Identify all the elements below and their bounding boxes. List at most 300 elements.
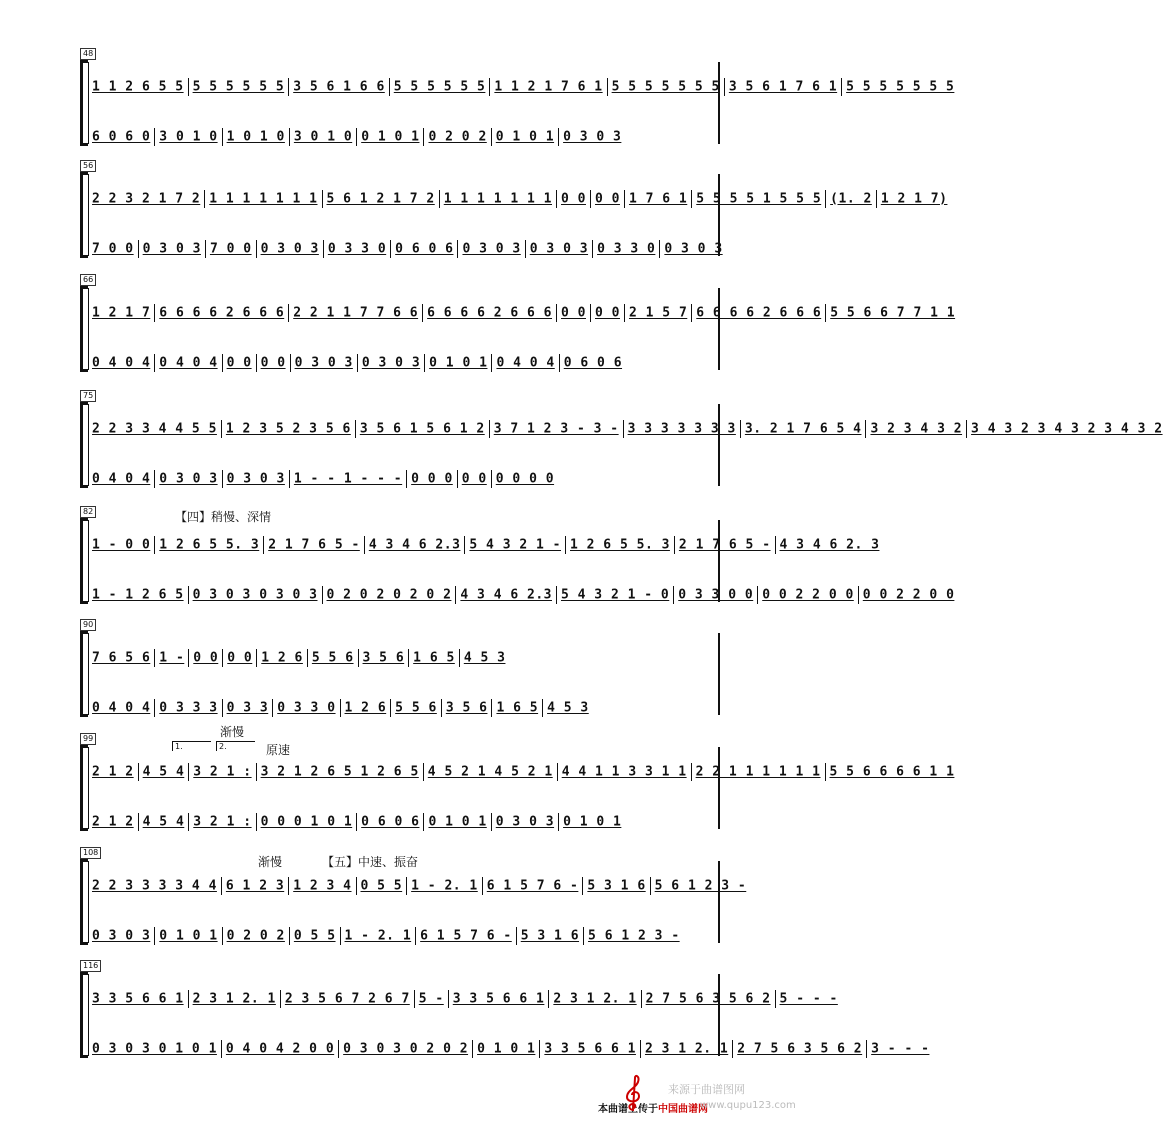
barline [154, 536, 155, 554]
score-system [80, 274, 956, 374]
measure: 0 5 5 [360, 878, 403, 894]
measure: 5 6 1 2 3 - [654, 878, 747, 894]
measure: 7 0 0 [92, 241, 134, 257]
barline [641, 990, 642, 1008]
tempo-marking: 渐慢 [258, 855, 283, 869]
measure: 0 0 [594, 191, 620, 207]
tempo-marking: 【四】稍慢、深情 [175, 510, 272, 524]
measure: 0 0 [561, 305, 586, 321]
measure: 2 2 3 3 3 3 4 4 [92, 878, 217, 894]
barline [356, 128, 357, 146]
barline [188, 586, 189, 604]
score-system [80, 390, 1163, 490]
barline [138, 813, 139, 831]
measure: 0 3 0 3 [495, 814, 555, 830]
staff-lower [92, 128, 720, 146]
barline [556, 190, 557, 208]
barline [624, 190, 625, 208]
barline [455, 586, 456, 604]
treble-clef-logo-icon [624, 1074, 644, 1112]
barline [280, 990, 281, 1008]
measure: 1 2 6 [344, 700, 387, 716]
barline [138, 240, 139, 258]
measure: 0 2 0 2 [226, 928, 285, 944]
measure: 1 2 3 4 [293, 878, 352, 894]
measure: 4 5 3 [463, 650, 506, 666]
measure: 2 2 3 3 4 4 5 5 [92, 421, 217, 437]
measure: 7 6 5 6 [92, 650, 151, 666]
measure: 4 5 4 [142, 764, 185, 780]
measure: 5 6 1 2 1 7 2 [326, 191, 435, 207]
measure: 2 1 7 6 5 - [678, 537, 771, 553]
footer-brand: 中国曲谱网 [658, 1104, 708, 1115]
measure: 5 5 5 5 1 5 5 5 [696, 191, 822, 207]
barline [472, 1040, 473, 1058]
measure: 3 5 6 [445, 700, 488, 716]
measure: 4 3 4 6 2.3 [368, 537, 461, 553]
measure: 4 4 1 1 3 3 1 1 [561, 764, 687, 780]
barline [516, 927, 517, 945]
measure: 0 3 3 3 [159, 700, 218, 716]
barline [307, 649, 308, 667]
measure: 0 6 0 6 [361, 814, 420, 830]
measure: 0 0 [227, 650, 253, 666]
barline [221, 1040, 222, 1058]
measure: 1 - 0 0 [92, 537, 151, 553]
measure: 5 5 6 [395, 700, 437, 716]
measure: 0 3 0 3 [226, 471, 285, 487]
barline [355, 420, 356, 438]
measure: 6 6 6 6 2 6 6 6 [696, 305, 822, 321]
score-system [80, 960, 930, 1060]
measure: 0 3 0 3 [92, 928, 151, 944]
measure: 0 3 0 3 [142, 241, 201, 257]
measure: 0 1 0 1 [159, 928, 218, 944]
measure: 0 1 0 1 [495, 129, 555, 145]
measure: 0 4 0 4 [496, 355, 555, 371]
barline [289, 128, 290, 146]
measure: 1 - 2. 1 [411, 878, 478, 894]
measure: 0 3 0 3 [664, 241, 723, 257]
measure: 3 2 1 2 6 5 1 2 6 5 [260, 764, 419, 780]
barline [290, 354, 291, 372]
barline [489, 78, 490, 96]
barline [775, 536, 776, 554]
measure: 1 2 1 7) [880, 191, 948, 207]
barline [542, 699, 543, 717]
measure: 3 5 6 1 7 6 1 [728, 79, 838, 95]
barline [691, 763, 692, 781]
barline [607, 78, 608, 96]
barline [422, 304, 423, 322]
measure: 2 2 1 1 1 1 1 1 [695, 764, 821, 780]
measure: 0 0 [561, 191, 586, 207]
barline [640, 1040, 641, 1058]
measure: 5 6 1 2 3 - [588, 928, 680, 944]
measure: 6 1 5 7 6 - [420, 928, 512, 944]
measure: 1 - 2. 1 [344, 928, 412, 944]
system-line [88, 747, 89, 829]
measure: 5 5 5 5 5 5 5 [846, 79, 955, 95]
measure: 0 0 [595, 305, 620, 321]
footer-text: 本曲谱上传于 [598, 1104, 658, 1115]
measure: 0 3 3 0 [327, 241, 387, 257]
staff-upper [92, 190, 948, 208]
measure: 1 - [159, 650, 185, 666]
measure: 0 3 0 3 [361, 355, 421, 371]
barline [188, 649, 189, 667]
measure: 6 6 6 6 2 6 6 6 [427, 305, 553, 321]
barline [188, 78, 189, 96]
staff-upper [92, 536, 880, 554]
system-line [88, 861, 89, 943]
barline [724, 78, 725, 96]
measure: 1 6 5 [413, 650, 455, 666]
measure: 0 4 0 4 [92, 700, 151, 716]
measure: 1 1 2 6 5 5 [92, 79, 184, 95]
measure: 0 0 2 2 0 0 [862, 587, 955, 603]
score-system [80, 506, 955, 606]
measure: 4 5 2 1 4 5 2 1 [427, 764, 553, 780]
barline [459, 649, 460, 667]
barline [966, 420, 967, 438]
measure: 2 3 1 2. 1 [553, 991, 637, 1007]
system-line [88, 174, 89, 256]
system-bracket [80, 60, 87, 146]
measure: 0 2 0 2 0 2 0 2 [326, 587, 452, 603]
measure: 0 4 0 4 [92, 355, 151, 371]
barline [272, 699, 273, 717]
barline [491, 128, 492, 146]
barline [548, 990, 549, 1008]
barline [154, 699, 155, 717]
measure-number: 90 [80, 619, 96, 631]
barline [590, 304, 591, 322]
barline [154, 649, 155, 667]
measure: 7 0 0 [209, 241, 252, 257]
score-system [80, 847, 747, 947]
staff-upper [92, 990, 838, 1008]
measure: 1 - - 1 - - - [293, 471, 403, 487]
barline [457, 470, 458, 488]
measure: 3 3 5 6 6 1 [92, 991, 184, 1007]
barline [740, 420, 741, 438]
measure: 1 7 6 1 [628, 191, 688, 207]
barline [138, 763, 139, 781]
barline [674, 536, 675, 554]
barline [154, 354, 155, 372]
measure-number: 56 [80, 160, 96, 172]
measure: 0 1 0 1 [477, 1041, 536, 1057]
measure: 0 3 0 3 0 2 0 2 [343, 1041, 469, 1057]
measure: 5 5 6 6 6 6 1 1 [829, 764, 955, 780]
barline [323, 240, 324, 258]
measure-number: 116 [80, 960, 101, 972]
measure: 5 - [418, 991, 444, 1007]
system-line [88, 288, 89, 370]
system-bracket [80, 631, 87, 717]
measure: 0 3 3 0 [277, 700, 336, 716]
measure: 1 - 1 2 6 5 [92, 587, 184, 603]
staff-upper [92, 304, 956, 322]
measure: 0 0 0 0 [495, 471, 555, 487]
measure: 1 1 1 1 1 1 1 [209, 191, 318, 207]
barline [256, 354, 257, 372]
barline [340, 927, 341, 945]
system-bracket [80, 518, 87, 604]
measure: 1 0 1 0 [226, 129, 285, 145]
barline [222, 470, 223, 488]
measure-number: 48 [80, 48, 96, 60]
barline [205, 240, 206, 258]
barline [491, 354, 492, 372]
barline [825, 304, 826, 322]
barline [256, 763, 257, 781]
measure: 5 4 3 2 1 - [469, 537, 561, 553]
barline [263, 536, 264, 554]
measure: 0 4 0 4 2 0 0 [225, 1041, 335, 1057]
measure: 0 0 0 1 0 1 [260, 814, 353, 830]
barline [650, 877, 651, 895]
barline [624, 304, 625, 322]
measure: 5 - - - [779, 991, 838, 1007]
barline [288, 304, 289, 322]
measure: 6 0 6 0 [92, 129, 151, 145]
measure: 0 3 3 0 0 [678, 587, 754, 603]
tempo-marking: 渐慢 [220, 725, 245, 739]
barline [439, 190, 440, 208]
measure: 2 1 7 6 5 - [268, 537, 360, 553]
barline [408, 649, 409, 667]
barline [424, 354, 425, 372]
measure: 3 3 3 3 3 3 3 [627, 421, 736, 437]
barline [757, 586, 758, 604]
measure: 3 3 5 6 6 1 [452, 991, 545, 1007]
measure-number: 66 [80, 274, 96, 286]
barline [559, 354, 560, 372]
barline [489, 420, 490, 438]
barline [825, 763, 826, 781]
system-bracket [80, 402, 87, 488]
measure: 0 3 0 3 0 1 0 1 [92, 1041, 217, 1057]
barline [288, 78, 289, 96]
measure-number: 82 [80, 506, 96, 518]
barline [441, 699, 442, 717]
measure: (1. 2 [830, 191, 872, 207]
staff-upper [92, 78, 955, 96]
system-bracket [80, 972, 87, 1058]
measure: 4 5 3 [547, 700, 589, 716]
measure: 5 5 5 5 5 5 5 [611, 79, 720, 95]
barline [406, 470, 407, 488]
barline [154, 128, 155, 146]
barline [414, 990, 415, 1008]
measure: 3 0 1 0 [159, 129, 218, 145]
measure: 1 2 3 5 2 3 5 6 [225, 421, 351, 437]
barline [659, 240, 660, 258]
system-bracket [80, 859, 87, 945]
barline [322, 586, 323, 604]
barline [691, 304, 692, 322]
volta-bracket-first: 1. [172, 741, 211, 751]
score-system [80, 160, 948, 260]
staff-upper [92, 877, 747, 895]
measure: 2 1 5 7 [628, 305, 688, 321]
barline [222, 927, 223, 945]
measure: 1 2 6 [261, 650, 303, 666]
barline [390, 240, 391, 258]
measure: 3 - - - [871, 1041, 930, 1057]
barline [673, 586, 674, 604]
measure: 4 5 4 [142, 814, 185, 830]
barline [423, 763, 424, 781]
system-line [88, 974, 89, 1056]
barline [691, 190, 692, 208]
barline [464, 536, 465, 554]
measure: 2 1 2 [92, 764, 134, 780]
barline [289, 927, 290, 945]
staff-lower [92, 927, 720, 945]
barline [389, 78, 390, 96]
measure: 1 6 5 [496, 700, 539, 716]
system-bracket [80, 286, 87, 372]
measure: 0 0 [461, 471, 487, 487]
measure: 0 2 0 2 [428, 129, 487, 145]
measure: 2 1 2 [92, 814, 134, 830]
barline [356, 877, 357, 895]
barline [623, 420, 624, 438]
measure: 5 3 1 6 [520, 928, 580, 944]
barline [322, 190, 323, 208]
measure: 5 5 5 5 5 5 [192, 79, 285, 95]
staff-upper [92, 763, 955, 781]
measure: 4 3 4 6 2.3 [460, 587, 552, 603]
barline [448, 990, 449, 1008]
measure: 6 1 5 7 6 - [486, 878, 579, 894]
measure: 0 4 0 4 [159, 355, 218, 371]
measure-number: 75 [80, 390, 96, 402]
barline [364, 536, 365, 554]
measure: 0 0 0 [411, 471, 453, 487]
measure: 0 6 0 6 [395, 241, 454, 257]
barline [841, 78, 842, 96]
measure: 0 1 0 1 [428, 814, 487, 830]
staff-lower [92, 240, 723, 258]
barline [154, 927, 155, 945]
system-line [88, 633, 89, 715]
barline [866, 1040, 867, 1058]
system-line [88, 520, 89, 602]
measure: 3 4 3 2 3 4 3 2 3 4 3 2 [971, 421, 1163, 437]
measure: 3 0 1 0 [293, 129, 353, 145]
measure: 0 3 0 3 [529, 241, 589, 257]
measure: 1 1 2 1 7 6 1 [494, 79, 603, 95]
measure: 0 4 0 4 [92, 471, 151, 487]
barline [356, 813, 357, 831]
measure: 0 0 2 2 0 0 [762, 587, 854, 603]
barline [732, 1040, 733, 1058]
barline [222, 699, 223, 717]
staff-upper [92, 420, 1163, 438]
barline [491, 813, 492, 831]
measure: 2 3 1 2. 1 [192, 991, 276, 1007]
tempo-marking-secondary: 【五】中速、振奋 [322, 855, 419, 869]
barline [556, 586, 557, 604]
measure: 0 0 [226, 355, 252, 371]
measure: 0 3 0 3 [462, 241, 521, 257]
score-system [80, 725, 955, 833]
measure: 0 5 5 [293, 928, 336, 944]
measure: 3 2 1 : [193, 764, 252, 780]
barline [583, 927, 584, 945]
measure: 1 1 1 1 1 1 1 [443, 191, 552, 207]
barline [222, 128, 223, 146]
system-bracket [80, 172, 87, 258]
barline [858, 586, 859, 604]
measure: 2 3 1 2. 1 [644, 1041, 729, 1057]
barline [582, 877, 583, 895]
barline [154, 304, 155, 322]
measure: 3 5 6 1 5 6 1 2 [359, 421, 485, 437]
barline [525, 240, 526, 258]
measure: 0 3 0 3 [294, 355, 353, 371]
barline [221, 877, 222, 895]
barline [590, 190, 591, 208]
barline [482, 877, 483, 895]
barline [865, 420, 866, 438]
measure: 0 3 3 [226, 700, 269, 716]
measure: 3 2 3 4 3 2 [870, 421, 963, 437]
measure: 2 7 5 6 3 5 6 2 [737, 1041, 863, 1057]
measure: 2 2 3 2 1 7 2 [92, 191, 201, 207]
measure: 0 3 0 3 0 3 0 3 [192, 587, 318, 603]
barline [256, 649, 257, 667]
measure: 2 7 5 6 3 5 6 2 [645, 991, 771, 1007]
barline [558, 813, 559, 831]
barline [556, 304, 557, 322]
barline [338, 1040, 339, 1058]
staff-upper [92, 649, 720, 667]
barline [188, 763, 189, 781]
barline [825, 190, 826, 208]
barline [188, 990, 189, 1008]
barline [775, 990, 776, 1008]
barline [222, 354, 223, 372]
measure: 0 1 0 1 [563, 814, 622, 830]
barline [565, 536, 566, 554]
barline [154, 470, 155, 488]
measure: 0 0 [260, 355, 286, 371]
measure: 2 3 5 6 7 2 6 7 [284, 991, 410, 1007]
measure: 6 1 2 3 [225, 878, 285, 894]
system-line [88, 404, 89, 486]
barline [288, 877, 289, 895]
measure: 2 2 1 1 7 7 6 6 [293, 305, 419, 321]
barline [390, 699, 391, 717]
measure: 5 4 3 2 1 - 0 [561, 587, 670, 603]
measure: 3 5 6 1 6 6 [293, 79, 385, 95]
measure: 0 1 0 1 [429, 355, 488, 371]
barline [222, 649, 223, 667]
score-system [80, 48, 955, 148]
staff-lower [92, 813, 720, 831]
measure: 3 3 5 6 6 1 [544, 1041, 636, 1057]
measure: 5 5 6 6 7 7 1 1 [830, 305, 956, 321]
volta-bracket-second: 2. [216, 741, 255, 751]
watermark-text: 来源于曲谱图网 [668, 1083, 745, 1096]
staff-lower [92, 1040, 930, 1058]
barline [558, 128, 559, 146]
